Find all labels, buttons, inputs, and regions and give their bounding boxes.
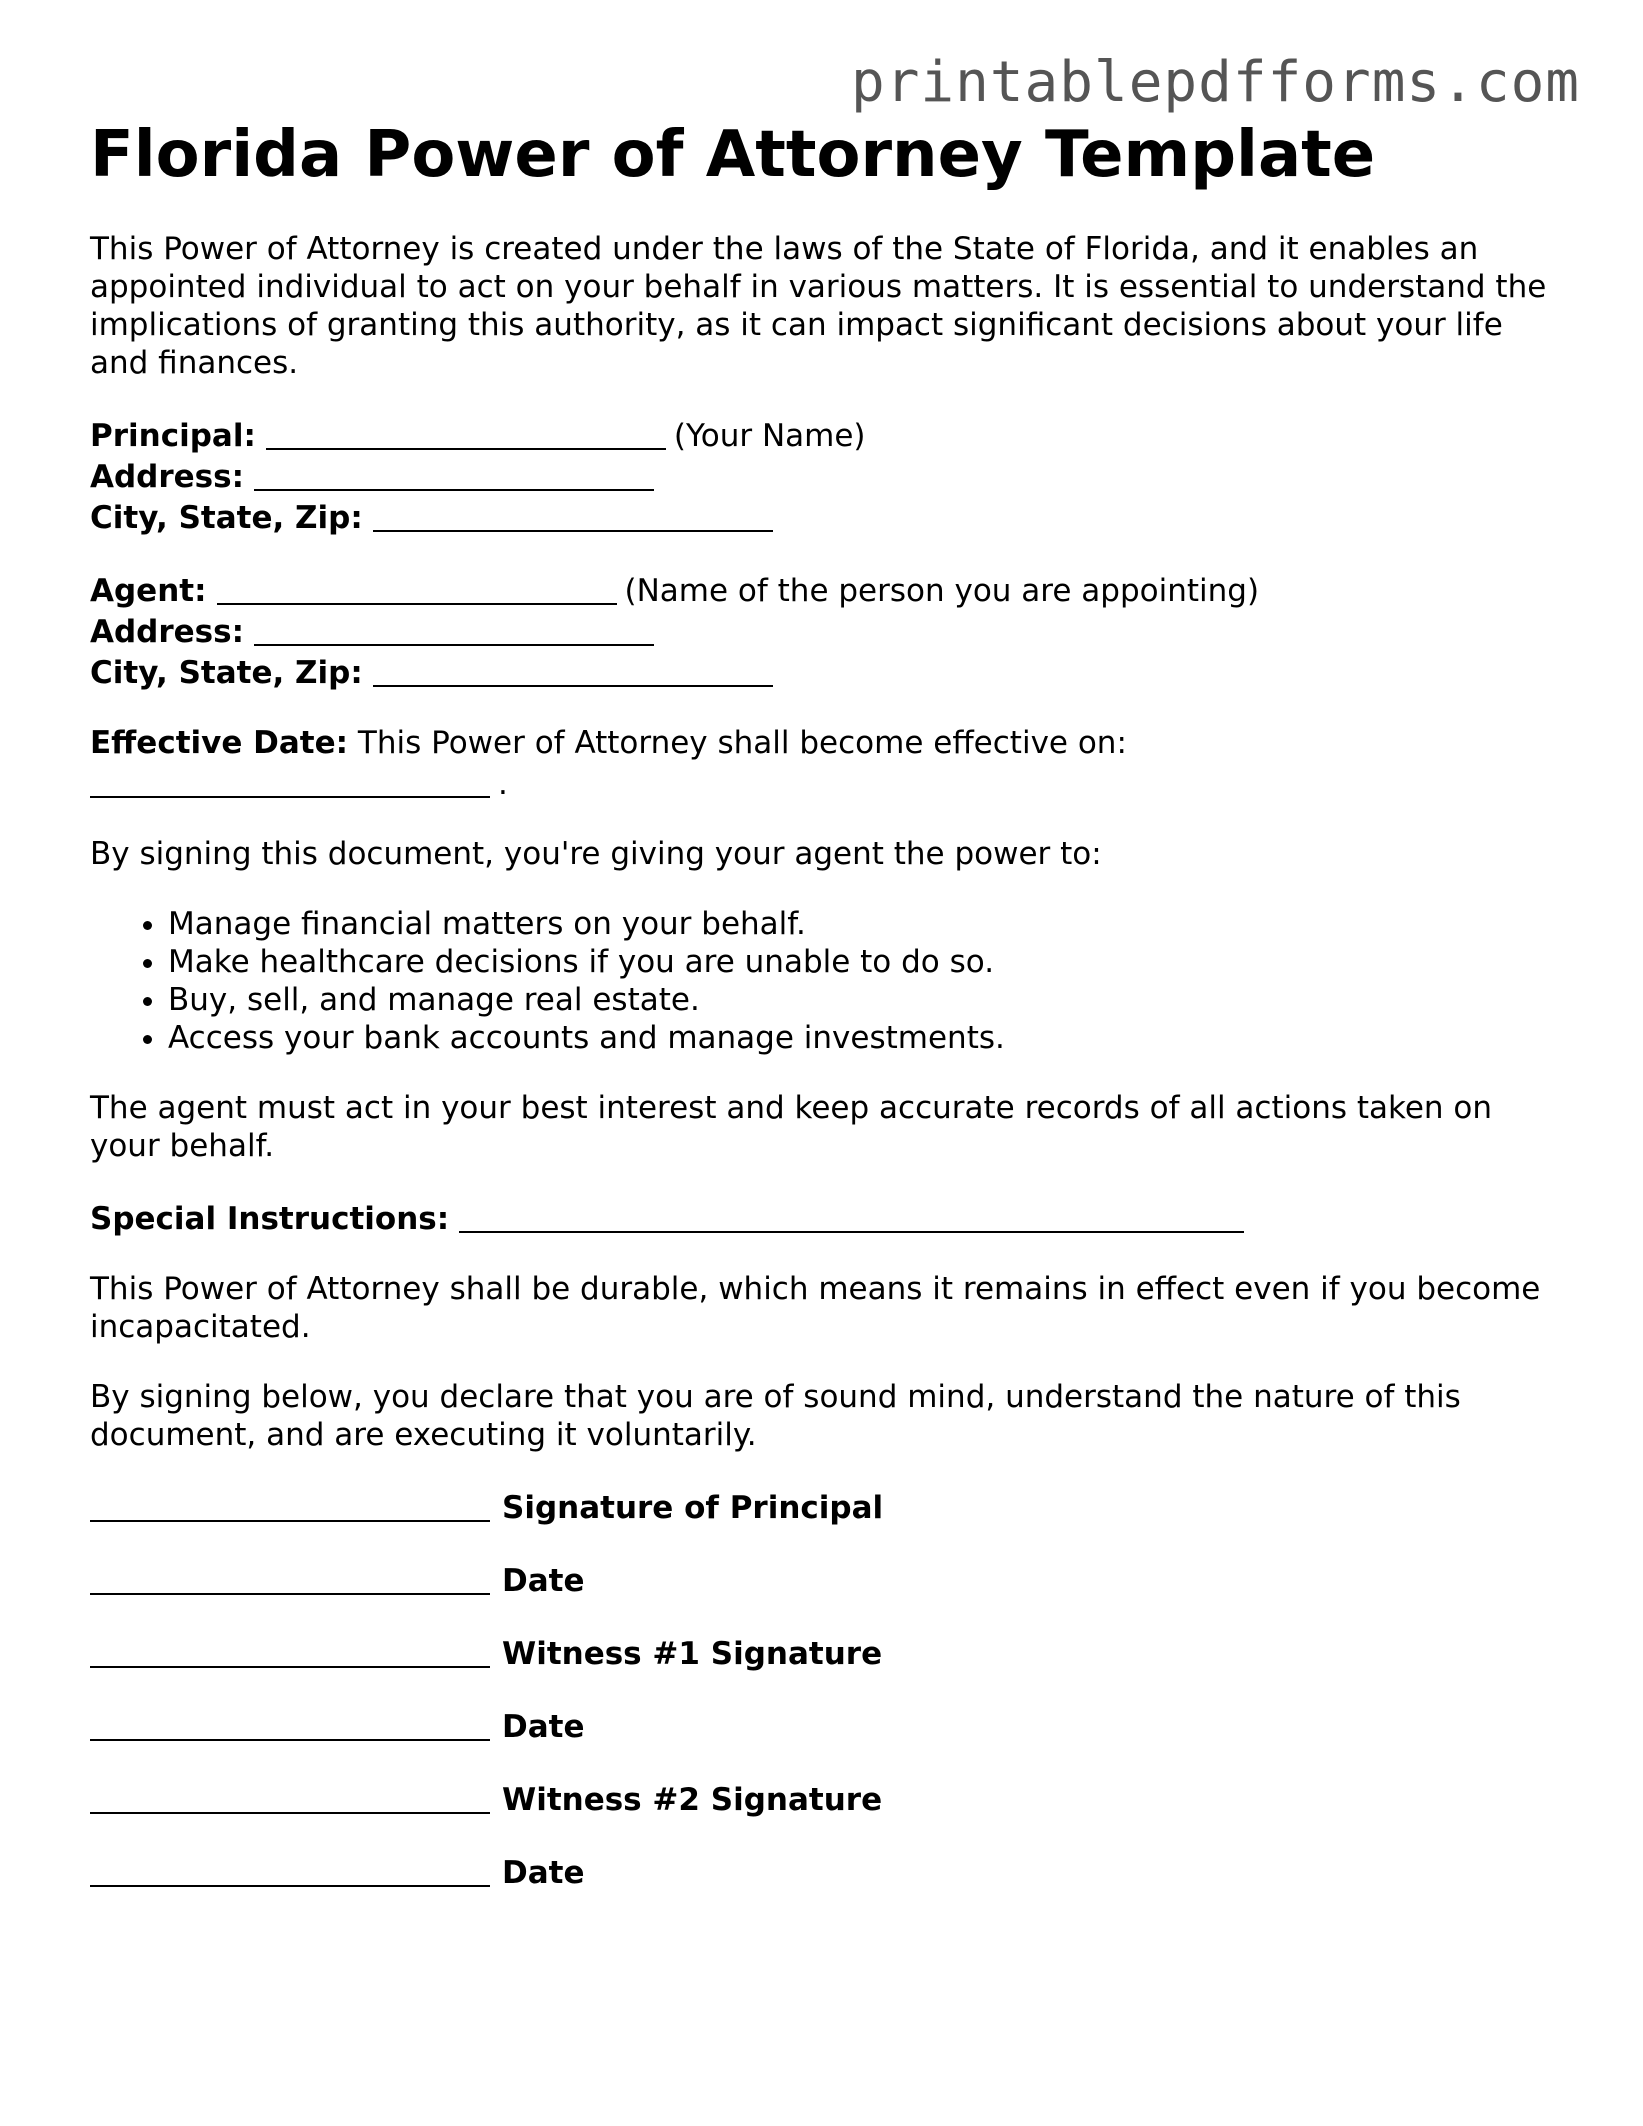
watermark: printablepdfforms.com — [850, 50, 1580, 115]
signature-row-witness-1 — [90, 1632, 1570, 1673]
principal-address-line — [90, 455, 1570, 496]
effective-date-end: . — [498, 766, 508, 802]
principal-name-field[interactable] — [266, 418, 666, 450]
principal-name-hint: (Your Name) — [673, 418, 866, 454]
witness-1-date-field[interactable] — [90, 1709, 490, 1741]
durable-paragraph: This Power of Attorney shall be durable, which means it remains in effect even if you become incapacitated. — [90, 1271, 1541, 1345]
special-instructions-line — [90, 1197, 1570, 1238]
principal-address-field[interactable] — [254, 459, 654, 491]
witness-2-signature-field[interactable] — [90, 1782, 490, 1814]
declaration-paragraph: By signing below, you declare that you are of sound mind, understand the nature of this document, and are executing it voluntarily. — [90, 1379, 1461, 1453]
agent-name-label: Agent: — [90, 573, 207, 609]
powers-intro: By signing this document, you're giving your agent the power to: — [90, 836, 1102, 872]
effective-date-text: This Power of Attorney shall become effective on: — [357, 725, 1127, 761]
effective-date-field-line — [90, 762, 1570, 803]
agent-name-hint: (Name of the person you are appointing) — [624, 573, 1260, 609]
document-body — [90, 112, 1570, 1892]
power-item: • Buy, sell, and manage real estate. — [168, 981, 1570, 1019]
agent-address-label: Address: — [90, 614, 244, 650]
signature-row-witness-1-date — [90, 1705, 1570, 1746]
signature-row-principal-date — [90, 1559, 1570, 1600]
signature-label: Witness #2 Signature — [502, 1782, 883, 1818]
agent-name-field[interactable] — [217, 573, 617, 605]
signature-label: Signature of Principal — [502, 1490, 884, 1526]
power-item: • Make healthcare decisions if you are unable to do so. — [168, 943, 1570, 981]
agent-city-line — [90, 651, 1570, 692]
special-instructions-label: Special Instructions: — [90, 1201, 450, 1237]
principal-name-line — [90, 414, 1570, 455]
signature-label: Date — [502, 1855, 585, 1891]
signature-label: Date — [502, 1709, 585, 1745]
principal-signature-field[interactable] — [90, 1490, 490, 1522]
agent-address-line — [90, 610, 1570, 651]
principal-date-field[interactable] — [90, 1563, 490, 1595]
power-item: • Manage financial matters on your behalf. — [168, 905, 1570, 943]
effective-date-line — [90, 724, 1570, 762]
agent-address-field[interactable] — [254, 614, 654, 646]
principal-city-field[interactable] — [373, 500, 773, 532]
agent-city-label: City, State, Zip: — [90, 655, 363, 691]
intro-paragraph: This Power of Attorney is created under the laws of the State of Florida, and it enables an appointed individual to act on your behalf in various matters. It is essential to understand the implications of granting this authority, as it can impact significant decisions about your life and finances. — [90, 231, 1547, 381]
agent-city-field[interactable] — [373, 655, 773, 687]
witness-1-signature-field[interactable] — [90, 1636, 490, 1668]
effective-date-label: Effective Date: — [90, 725, 349, 761]
witness-2-date-field[interactable] — [90, 1855, 490, 1887]
signature-row-witness-2 — [90, 1778, 1570, 1819]
special-instructions-field[interactable] — [459, 1201, 1244, 1233]
power-item: • Access your bank accounts and manage investments. — [168, 1019, 1570, 1057]
principal-name-label: Principal: — [90, 418, 256, 454]
powers-list — [90, 905, 1570, 1057]
principal-address-label: Address: — [90, 459, 244, 495]
agent-section — [90, 569, 1570, 692]
page-title: Florida Power of Attorney Template — [90, 118, 1376, 192]
duty-paragraph: The agent must act in your best interest and keep accurate records of all actions taken on your behalf. — [90, 1090, 1493, 1164]
signature-label: Date — [502, 1563, 585, 1599]
principal-city-line — [90, 496, 1570, 537]
signature-row-principal — [90, 1486, 1570, 1527]
effective-date-field[interactable] — [90, 766, 490, 798]
signature-row-witness-2-date — [90, 1851, 1570, 1892]
signature-label: Witness #1 Signature — [502, 1636, 883, 1672]
agent-name-line — [90, 569, 1570, 610]
principal-city-label: City, State, Zip: — [90, 500, 363, 536]
principal-section — [90, 414, 1570, 537]
effective-date-section — [90, 724, 1570, 803]
